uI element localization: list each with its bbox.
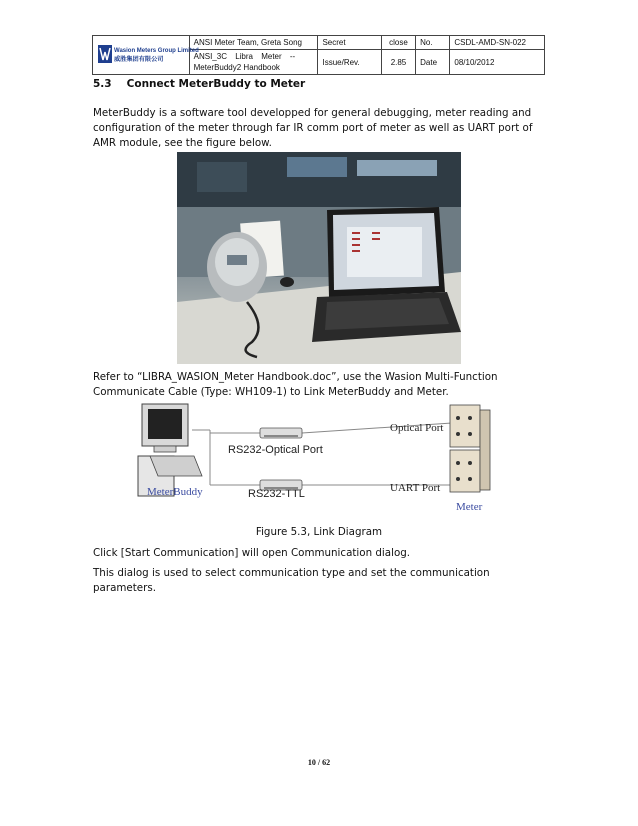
meter-label: Meter [456, 501, 483, 513]
intro-paragraph: MeterBuddy is a software tool developped for general debugging, meter reading and configuration of the meter through far IR comm port of meter as well as UART port of AMR module, see the figure below. [93, 107, 533, 149]
meterbuddy-label: MeterBuddy [147, 486, 203, 498]
refer-paragraph: Refer to “LIBRA_WASION_Meter Handbook.doc”, use the Wasion Multi-Function Communicate Cable (Type: WH109-1) to Link MeterBuddy and Meter. [93, 371, 498, 398]
rs232-optical-label: RS232-Optical Port [228, 444, 323, 456]
header-issue-value: 2.85 [381, 50, 415, 75]
wasion-logo-icon [97, 42, 199, 66]
header-doc-line1: ANSI_3C Libra Meter -- [193, 52, 296, 61]
computer-icon [138, 404, 202, 496]
optical-port-label: Optical Port [390, 422, 444, 434]
logo-text-cn: 威胜集团有限公司 [113, 56, 164, 63]
header-team: ANSI Meter Team, Greta Song [189, 36, 318, 50]
page-number: 10 / 62 [307, 758, 331, 767]
uart-port-label: UART Port [390, 482, 441, 494]
company-logo [93, 36, 199, 75]
section-title: Connect MeterBuddy to Meter [126, 78, 306, 90]
section-heading [93, 78, 305, 90]
header-doc-line2: MeterBuddy2 Handbook [193, 63, 280, 72]
logo-text-en: Wasion Meters Group Limited [113, 48, 199, 54]
document-header-table [92, 35, 545, 75]
header-no-label: No. [416, 36, 450, 50]
figure-caption: Figure 5.3, Link Diagram [255, 526, 383, 538]
meter-cabinet-icon [450, 405, 490, 492]
header-issue-label: Issue/Rev. [318, 50, 381, 75]
rs232-ttl-label: RS232-TTL [248, 488, 305, 500]
link-diagram [130, 400, 500, 520]
rs232-optical-adapter-icon [260, 428, 302, 438]
header-doc-name [189, 50, 318, 75]
header-no-value: CSDL-AMD-SN-022 [450, 36, 545, 50]
header-date-value: 08/10/2012 [450, 50, 545, 75]
dialog-paragraph: This dialog is used to select communication type and set the communication parameters. [93, 567, 490, 594]
header-secret-value: close [381, 36, 415, 50]
header-secret-label: Secret [318, 36, 381, 50]
meter-setup-photo [177, 152, 461, 364]
header-date-label: Date [416, 50, 450, 75]
click-paragraph: Click [Start Communication] will open Communication dialog. [93, 547, 411, 559]
section-number: 5.3 [93, 78, 112, 90]
